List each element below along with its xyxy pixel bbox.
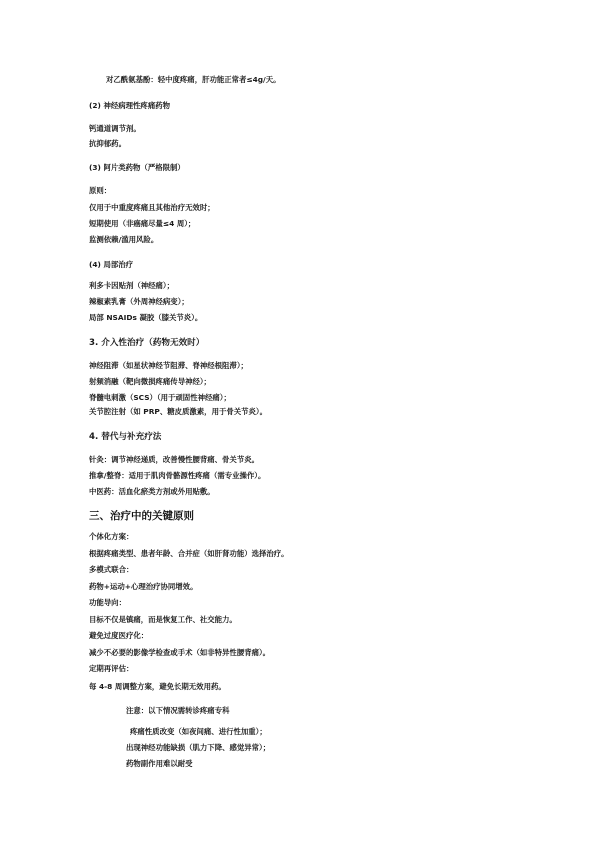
acetaminophen-paragraph: 对乙酰氨基酚：轻中度疼痛，肝功能正常者≤4g/天。 (106, 75, 281, 84)
list-item: 辣椒素乳膏（外周神经病变）； (89, 297, 189, 306)
note-item: 出现神经功能缺损（肌力下降、感觉异常）； (126, 743, 271, 752)
note-item: 药物副作用难以耐受 (126, 759, 193, 768)
interventional-heading: 3. 介入性治疗（药物无效时） (89, 338, 205, 348)
note-heading: 注意：以下情况需转诊疼痛专科 (126, 706, 230, 715)
list-item: 射频消融（靶向微损疼痛传导神经）； (89, 377, 211, 386)
list-item: 钙通道调节剂。 (89, 124, 141, 133)
list-item: 短期使用（非癌痛尽量≤4 周）； (89, 219, 196, 228)
list-item: 针灸：调节神经递质，改善慢性腰背痛、骨关节炎。 (89, 455, 259, 464)
principle-label: 功能导向： (89, 598, 126, 607)
principle-label: 定期再评估： (89, 664, 134, 673)
list-item: 神经阻滞（如星状神经节阻滞、脊神经根阻滞）； (89, 361, 248, 370)
list-item: 推拿/整脊：适用于肌肉骨骼源性疼痛（需专业操作）。 (89, 471, 266, 480)
opioid-heading: (3) 阿片类药物（严格限制） (89, 163, 185, 172)
principle-text: 减少不必要的影像学检查或手术（如非特异性腰背痛）。 (89, 648, 271, 657)
principle-label: 多模式联合： (89, 565, 134, 574)
section-title: 三、治疗中的关键原则 (89, 510, 194, 522)
neuropathic-drugs-heading: (2) 神经病理性疼痛药物 (89, 101, 170, 110)
principle-text: 药物+运动+心理治疗协同增效。 (89, 582, 198, 591)
principle-text: 每 4-8 周调整方案，避免长期无效用药。 (89, 682, 226, 691)
principle-label: 避免过度医疗化： (89, 631, 149, 640)
principle-text: 根据疼痛类型、患者年龄、合并症（如肝肾功能）选择治疗。 (89, 549, 289, 558)
local-treatment-heading: (4) 局部治疗 (89, 260, 134, 269)
alternative-therapy-heading: 4. 替代与补充疗法 (89, 432, 162, 442)
list-item: 中医药：活血化瘀类方剂或外用贴敷。 (89, 487, 215, 496)
list-item: 抗抑郁药。 (89, 139, 126, 148)
principle-text: 目标不仅是镇痛，而是恢复工作、社交能力。 (89, 615, 237, 624)
list-item: 局部 NSAIDs 凝胶（膝关节炎）。 (89, 313, 203, 322)
note-item: 疼痛性质改变（如夜间痛、进行性加重）； (130, 727, 267, 736)
list-item: 监测依赖/滥用风险。 (89, 235, 159, 244)
principle-label: 个体化方案： (89, 532, 134, 541)
list-item: 利多卡因贴剂（神经痛）； (89, 281, 174, 290)
list-item: 仅用于中重度疼痛且其他治疗无效时； (89, 203, 215, 212)
list-item: 脊髓电刺激（SCS）（用于顽固性神经痛）； (89, 393, 231, 402)
list-item: 关节腔注射（如 PRP、糖皮质激素，用于骨关节炎）。 (89, 407, 267, 416)
principle-label: 原则： (89, 186, 112, 195)
